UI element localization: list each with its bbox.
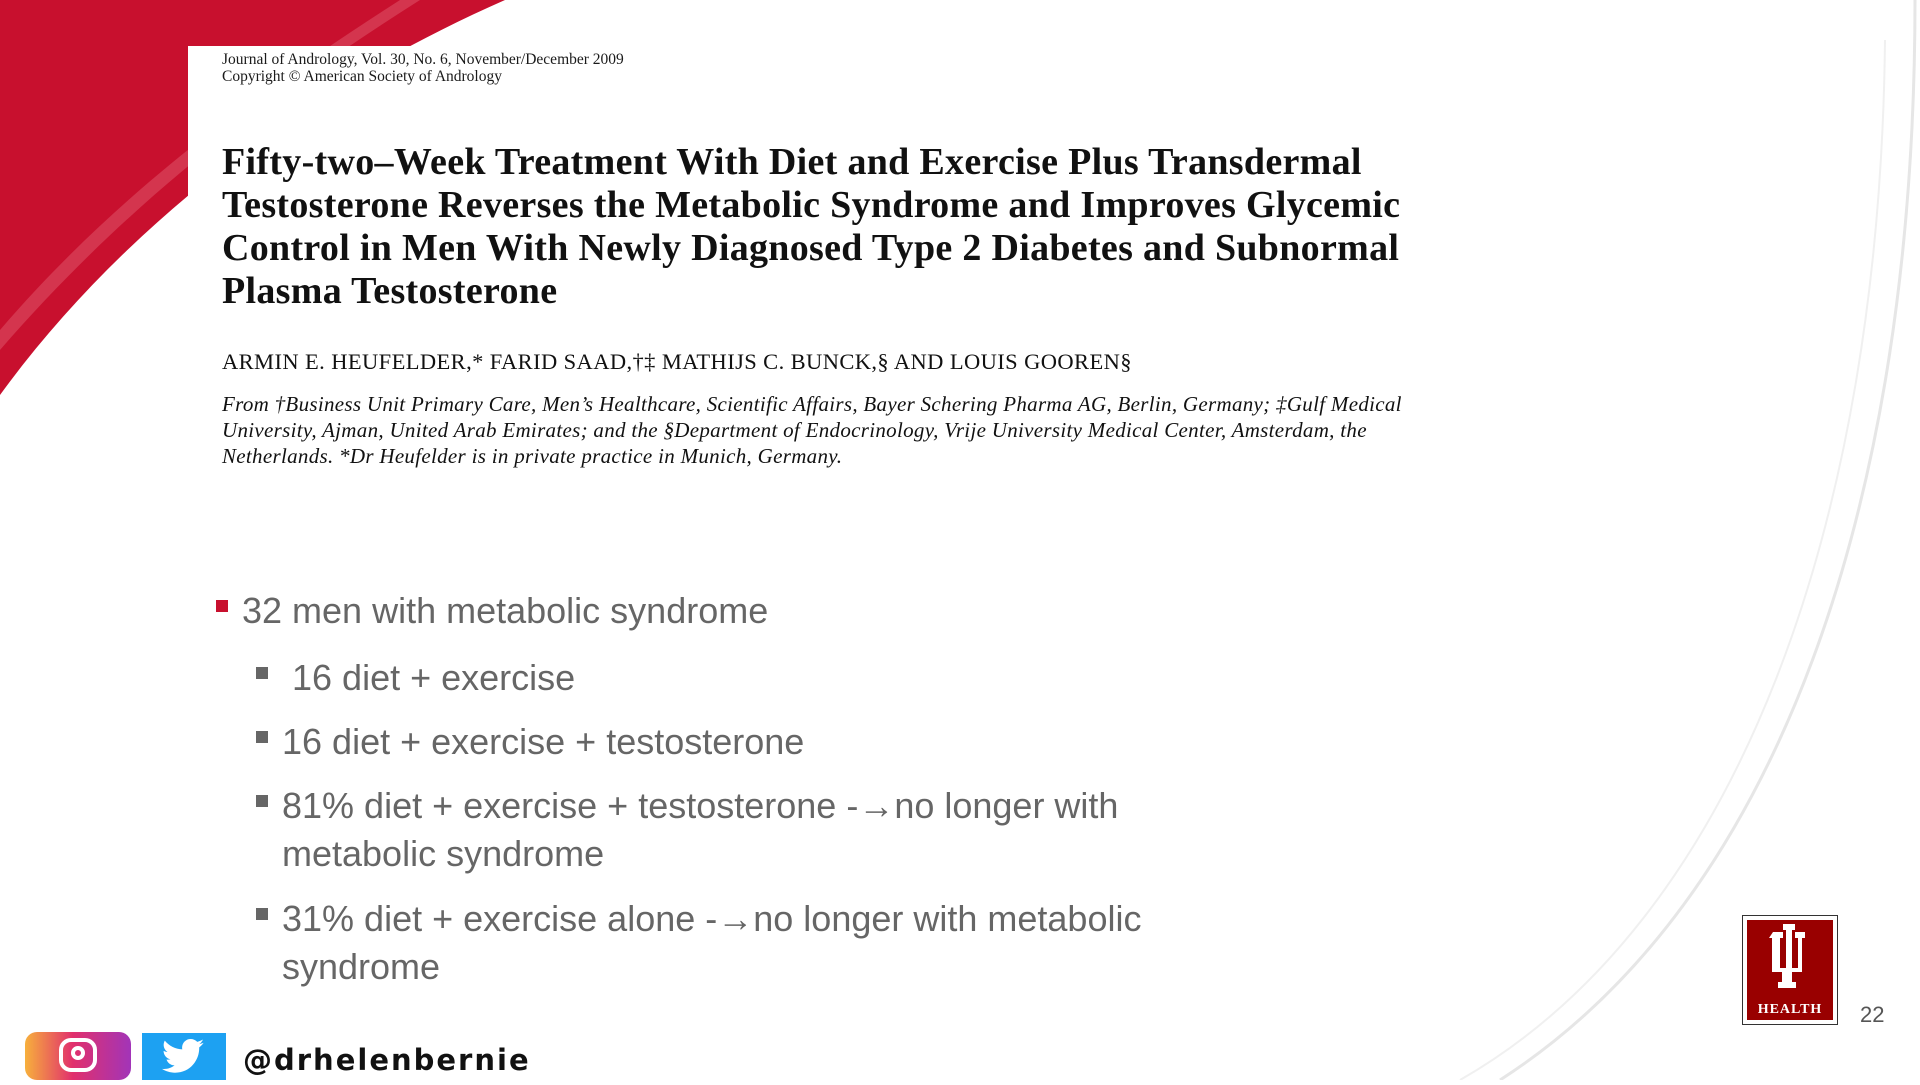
bullet-marker [216, 600, 228, 612]
sub-bullet-marker [256, 731, 268, 743]
sub-bullet-text: 16 diet + exercise + testosterone [282, 721, 805, 762]
instagram-lens [71, 1046, 85, 1060]
bullet-main-text: 32 men with metabolic syndrome [242, 590, 769, 631]
sub-bullet-text: 31% diet + exercise alone -→no longer with metabolic syndrome [282, 898, 1142, 987]
iu-logo-field [1747, 920, 1833, 1020]
instagram-icon[interactable] [25, 1032, 131, 1080]
iu-trident-icon [1747, 920, 1833, 1000]
sub-bullet-marker [256, 667, 268, 679]
sub-bullet-text: 16 diet + exercise [282, 657, 576, 698]
twitter-icon[interactable] [142, 1033, 226, 1080]
article-affiliation: From †Business Unit Primary Care, Men’s Healthcare, Scientific Affairs, Bayer Schering Pharma AG, Berlin, Germany; ‡Gulf Medical University, Ajman, United Arab Emirates; and the §Department of Endocrinology, Vrije University Medical Center, Amsterdam, the Netherlands. *Dr Heufelder is in private practice in Munich, Germany. [222, 392, 1402, 468]
page-number: 22 [1860, 1002, 1885, 1027]
swoosh-curve-right [1500, 0, 1915, 1080]
journal-copyright: Copyright © American Society of Andrology [222, 68, 502, 85]
social-handle: @drhelenbernie [243, 1043, 531, 1077]
logo-text: HEALTH [1757, 1002, 1823, 1017]
journal-citation: Journal of Andrology, Vol. 30, No. 6, November/December 2009 [222, 51, 624, 68]
iu-health-logo [1742, 915, 1838, 1025]
sub-bullet-text: 81% diet + exercise + testosterone -→no longer with metabolic syndrome [282, 785, 1119, 874]
sub-bullet-marker [256, 908, 268, 920]
twitter-bird-icon [142, 1033, 226, 1080]
article-authors: ARMIN E. HEUFELDER,* FARID SAAD,†‡ MATHIJS C. BUNCK,§ AND LOUIS GOOREN§ [222, 349, 1132, 374]
article-title: Fifty-two–Week Treatment With Diet and Exercise Plus Transdermal Testosterone Reverses the Metabolic Syndrome and Improves Glycemic Control in Men With Newly Diagnosed Type 2 Diabetes and Subnormal Plasma Testosterone [222, 141, 1401, 312]
journal-header [222, 51, 624, 85]
sub-bullet-marker [256, 795, 268, 807]
